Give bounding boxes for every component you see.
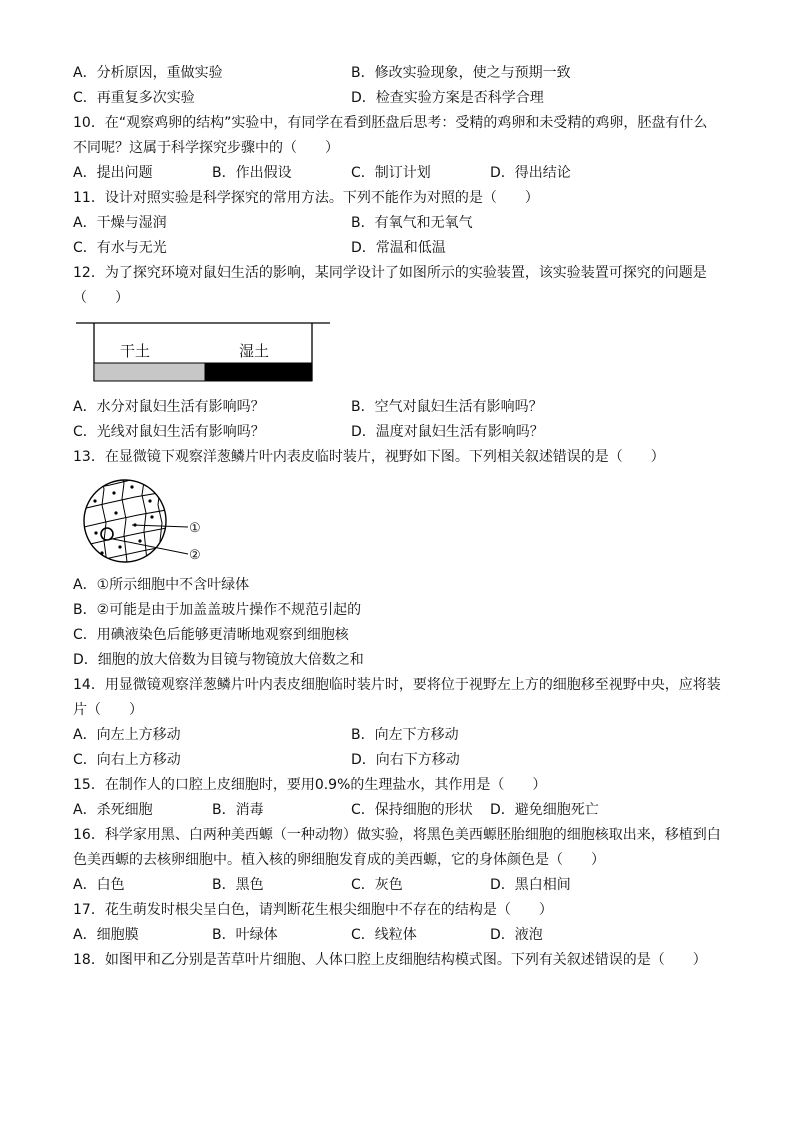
q9-option-b: B．修改实验现象，使之与预期一致 bbox=[351, 65, 571, 81]
q17-option-c: C．线粒体 bbox=[351, 927, 417, 943]
q14-option-a: A．向左上方移动 bbox=[73, 727, 181, 743]
q10-option-c: C．制订计划 bbox=[351, 165, 431, 181]
q16-stem-line-1: 16．科学家用黑、白两种美西螈（一种动物）做实验，将黑色美西螈胚胎细胞的细胞核取出来，移植到白 bbox=[73, 827, 721, 843]
q10-option-d: D．得出结论 bbox=[490, 165, 571, 181]
q11-option-c: C．有水与无光 bbox=[73, 240, 167, 256]
q11-stem: 11．设计对照实验是科学探究的常用方法。下列不能作为对照的是（ ） bbox=[73, 190, 539, 206]
q12-stem-line-2: （ ） bbox=[73, 290, 129, 306]
q15-stem: 15．在制作人的口腔上皮细胞时，要用0.9%的生理盐水，其作用是（ ） bbox=[73, 777, 547, 793]
q9-option-c: C．再重复多次实验 bbox=[73, 90, 195, 106]
q17-option-d: D．液泡 bbox=[490, 927, 543, 943]
q12-option-c: C．光线对鼠妇生活有影响吗？ bbox=[73, 424, 265, 440]
q15-option-a: A．杀死细胞 bbox=[73, 802, 153, 818]
q12-option-a: A．水分对鼠妇生活有影响吗？ bbox=[73, 399, 265, 415]
q15-option-c: C．保持细胞的形状 bbox=[351, 802, 473, 818]
q16-stem-line-2: 色美西螈的去核卵细胞中。植入核的卵细胞发育成的美西螈，它的身体颜色是（ ） bbox=[73, 852, 605, 868]
q9-option-d: D．检查实验方案是否科学合理 bbox=[351, 90, 544, 106]
q18-stem: 18．如图甲和乙分别是苦草叶片细胞、人体口腔上皮细胞结构模式图。下列有关叙述错误的是（ ） bbox=[73, 952, 707, 968]
q11-option-b: B．有氧气和无氧气 bbox=[351, 215, 473, 231]
q13-cell-grid bbox=[80, 471, 172, 571]
q16-option-c: C．灰色 bbox=[351, 877, 403, 893]
q10-stem-line-1: 10．在“观察鸡卵的结构”实验中，有同学在看到胚盘后思考：受精的鸡卵和未受精的鸡卵，胚盘有什么 bbox=[73, 115, 708, 131]
q13-label-1: ① bbox=[189, 521, 201, 536]
q10-option-a: A．提出问题 bbox=[73, 165, 153, 181]
q12-figure-wet-label: 湿土 bbox=[239, 342, 270, 360]
q13-option-d: D．细胞的放大倍数为目镜与物镜放大倍数之和 bbox=[73, 652, 364, 668]
q13-pointer-1 bbox=[132, 525, 188, 527]
q12-option-d: D．温度对鼠妇生活有影响吗？ bbox=[351, 424, 544, 440]
q16-option-d: D．黑白相间 bbox=[490, 877, 571, 893]
q13-option-a: A．①所示细胞中不含叶绿体 bbox=[73, 577, 250, 593]
q17-stem: 17．花生萌发时根尖呈白色，请判断花生根尖细胞中不存在的结构是（ ） bbox=[73, 902, 553, 918]
q9-option-a: A．分析原因，重做实验 bbox=[73, 65, 223, 81]
q14-option-b: B．向左下方移动 bbox=[351, 727, 459, 743]
q12-option-b: B．空气对鼠妇生活有影响吗？ bbox=[351, 399, 543, 415]
q12-figure-wet-soil bbox=[205, 363, 312, 381]
q13-field-of-view bbox=[84, 480, 166, 562]
q13-option-b: B．②可能是由于加盖盖玻片操作不规范引起的 bbox=[73, 602, 362, 618]
q15-option-b: B．消毒 bbox=[212, 802, 264, 818]
q12-experiment-figure bbox=[76, 318, 332, 384]
q17-option-a: A．细胞膜 bbox=[73, 927, 139, 943]
q14-stem-line-2: 片（ ） bbox=[73, 702, 143, 718]
q14-option-c: C．向右上方移动 bbox=[73, 752, 181, 768]
q13-option-c: C．用碘液染色后能够更清晰地观察到细胞核 bbox=[73, 627, 349, 643]
q13-microscope-figure bbox=[80, 471, 210, 571]
q14-stem-line-1: 14．用显微镜观察洋葱鳞片叶内表皮细胞临时装片时，要将位于视野左上方的细胞移至视野中央，应将装 bbox=[73, 677, 721, 693]
q11-option-d: D．常温和低温 bbox=[351, 240, 446, 256]
q11-option-a: A．干燥与湿润 bbox=[73, 215, 167, 231]
q16-option-b: B．黑色 bbox=[212, 877, 264, 893]
q13-pointer-2 bbox=[113, 539, 188, 554]
q12-stem-line-1: 12．为了探究环境对鼠妇生活的影响，某同学设计了如图所示的实验装置，该实验装置可探究的问题是 bbox=[73, 265, 707, 281]
q14-option-d: D．向右下方移动 bbox=[351, 752, 460, 768]
q13-stem: 13．在显微镜下观察洋葱鳞片叶内表皮临时装片，视野如下图。下列相关叙述错误的是（ ） bbox=[73, 449, 665, 465]
q10-option-b: B．作出假设 bbox=[212, 165, 292, 181]
q10-stem-line-2: 不同呢？这属于科学探究步骤中的（ ） bbox=[73, 140, 339, 156]
q17-option-b: B．叶绿体 bbox=[212, 927, 278, 943]
q15-option-d: D．避免细胞死亡 bbox=[490, 802, 599, 818]
q13-label-2: ② bbox=[189, 548, 201, 563]
q12-figure-dry-soil bbox=[94, 363, 205, 381]
q12-figure-dry-label: 干土 bbox=[120, 342, 151, 360]
q16-option-a: A．白色 bbox=[73, 877, 125, 893]
q13-air-bubble bbox=[101, 528, 113, 540]
